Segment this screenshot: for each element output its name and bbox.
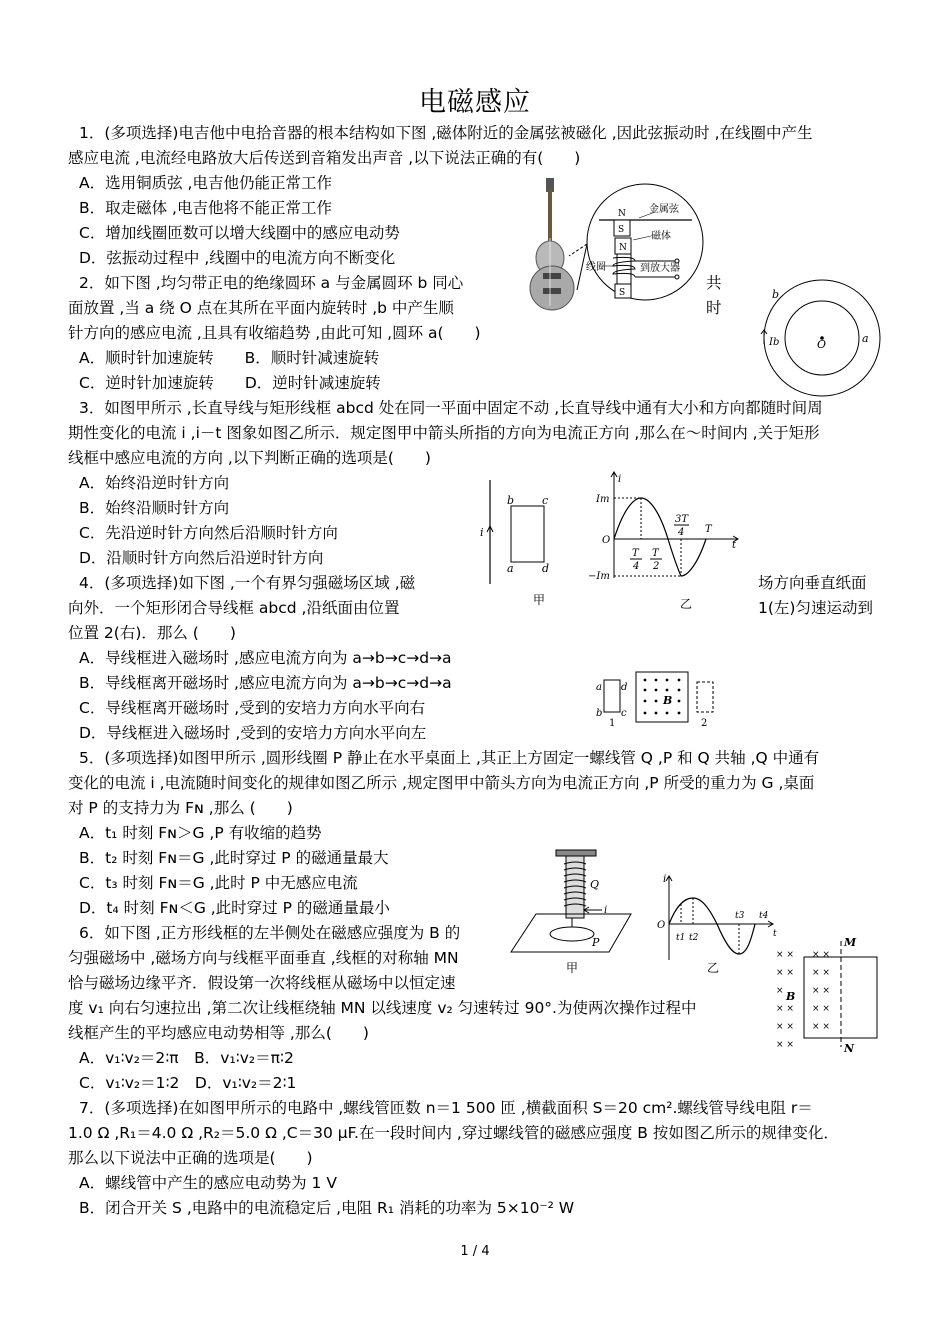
text-line: 向外．一个矩形闭合导线框 abcd ,沿纸面由位置	[68, 599, 400, 617]
concentric-rings-figure	[762, 278, 892, 398]
tick-3t4-den: 4	[678, 527, 685, 538]
text-line: 共	[706, 274, 722, 292]
option-line: D．沿顺时针方向然后沿逆时针方向	[79, 549, 324, 567]
text-line: 变化的电流 i ,电流随时间变化的规律如图乙所示 ,规定图甲中箭头方向为电流正方向 ,P 所受的重力为 G ,桌面	[68, 774, 815, 792]
solenoid-coil-figure	[506, 848, 636, 983]
south-pole-label: S	[618, 225, 625, 235]
t3-label: t3	[735, 911, 745, 921]
text-line: 1.0 Ω ,R₁＝4.0 Ω ,R₂＝5.0 Ω ,C＝30 μF.在一段时间内 ,穿过螺线管的磁感应强度 B 按如图乙所示的规律变化．	[68, 1124, 839, 1142]
option-line: B．始终沿顺时针方向	[79, 499, 230, 517]
corner-a-label: a	[596, 682, 602, 693]
metal-string-label: 金属弦	[649, 204, 679, 215]
figure-jia-label: 甲	[566, 961, 579, 975]
svg-text:×: ×	[776, 986, 784, 996]
option-line: B．闭合开关 S ,电路中的电流稳定后 ,电阻 R₁ 消耗的功率为 5×10⁻² W	[79, 1199, 575, 1217]
text-line: 度 v₁ 向右匀速拉出 ,第二次让线框绕轴 MN 以线速度 v₂ 匀速转过 90°.为使两次操作过程中	[68, 999, 697, 1017]
t-axis-label: t	[732, 540, 737, 551]
svg-text:× ×: × ×	[812, 986, 830, 996]
text-line: 感应电流 ,电流经电路放大后传送到音箱发出声音 ,以下说法正确的有( )	[68, 149, 581, 167]
svg-text:× ×: × ×	[776, 1040, 794, 1050]
svg-text:× ×: × ×	[812, 1022, 830, 1032]
text-line: 3．如图甲所示 ,长直导线与矩形线框 abcd 处在同一平面中固定不动 ,长直导线中通有大小和方向都随时间周	[79, 399, 823, 417]
option-line: C．导线框离开磁场时 ,受到的安培力方向水平向右	[79, 699, 426, 717]
option-line: A．t₁ 时刻 Fɴ＞G ,P 有收缩的趋势	[79, 824, 322, 842]
corner-a-label: a	[507, 562, 514, 575]
svg-text:× ×: × ×	[812, 1004, 830, 1014]
magnetic-field-frames-figure	[593, 668, 733, 733]
current-i-label: i	[604, 905, 608, 916]
text-line: 那么以下说法中正确的选项是( )	[68, 1149, 313, 1167]
magnet-label: 磁体	[651, 231, 671, 242]
t2-label: t2	[689, 933, 699, 943]
text-line: 1(左)匀速运动到	[758, 599, 873, 617]
solenoid-q-label: Q	[590, 878, 600, 891]
coil-p-label: P	[592, 936, 600, 949]
corner-c-label: c	[542, 494, 549, 507]
option-line: A．始终沿逆时针方向	[79, 474, 230, 492]
option-line: A．v₁∶v₂＝2∶π B．v₁∶v₂＝π∶2	[79, 1049, 294, 1067]
text-line: 1．(多项选择)电吉他中电拾音器的根本结构如下图 ,磁体附近的金属弦被磁化 ,因此弦振动时 ,在线圈中产生	[79, 124, 813, 142]
text-line: 7．(多项选择)在如图甲所示的电路中 ,螺线管匝数 n＝1 500 匝 ,横截面积 S＝20 cm².螺线管导线电阻 r＝	[79, 1099, 813, 1117]
figure-jia-label: 甲	[533, 593, 546, 607]
text-line: 6．如下图 ,正方形线框的左半侧处在磁感应强度为 B 的	[79, 924, 461, 942]
option-line: A．选用铜质弦 ,电吉他仍能正常工作	[79, 174, 332, 192]
option-line: D．弦振动过程中 ,线圈中的电流方向不断变化	[79, 249, 396, 267]
text-line: 5．(多项选择)如图甲所示 ,圆形线圈 P 静止在水平桌面上 ,其正上方固定一螺线管 Q ,P 和 Q 共轴 ,Q 中通有	[79, 749, 820, 767]
svg-text:× ×: × ×	[776, 968, 794, 978]
text-line: 场方向垂直纸面	[758, 574, 867, 592]
tick-t2-num: T	[652, 548, 659, 559]
option-line: C．增加线圈匝数可以增大线圈中的感应电动势	[79, 224, 400, 242]
ring-a-label: a	[862, 332, 869, 345]
option-line: B．取走磁体 ,电吉他将不能正常工作	[79, 199, 332, 217]
origin-label: O	[602, 535, 611, 546]
field-b-label: B	[786, 990, 796, 1003]
field-b-label: B	[663, 694, 673, 707]
svg-text:× ×: × ×	[812, 968, 830, 978]
ring-b-label: b	[772, 288, 780, 301]
option-line: A．螺线管中产生的感应电动势为 1 V	[79, 1174, 337, 1192]
text-line: 期性变化的电流 i ,i－t 图象如图乙所示．规定图甲中箭头所指的方向为电流正方向 ,那么在～时间内 ,关于矩形	[68, 424, 820, 442]
svg-text:× ×: × ×	[776, 950, 794, 960]
option-line: C．v₁∶v₂＝1∶2 D．v₁∶v₂＝2∶1	[79, 1074, 297, 1092]
neg-im-label: −Im	[588, 571, 610, 582]
axis-m-label: M	[844, 936, 857, 949]
sine-current-graph	[588, 468, 748, 618]
tick-3t4-num: 3T	[675, 514, 689, 525]
amplifier-label: 到放大器	[640, 263, 680, 274]
i-axis-label: i	[618, 474, 622, 485]
text-line: 线框中感应电流的方向 ,以下判断正确的选项是( )	[68, 449, 431, 467]
text-line: 对 P 的支持力为 Fɴ ,那么 ( )	[68, 799, 293, 817]
text-line: 线框产生的平均感应电动势相等 ,那么( )	[68, 1024, 369, 1042]
south-pole-label: S	[619, 288, 626, 298]
page-title: 电磁感应	[419, 87, 531, 118]
origin-label: O	[657, 920, 666, 931]
north-pole-label: N	[619, 243, 627, 253]
t-axis-label: t	[773, 929, 777, 939]
guitar-pickup-figure	[527, 178, 707, 318]
text-line: 时	[706, 299, 722, 317]
corner-b-label: b	[507, 494, 515, 507]
coil-label: 线圈	[586, 262, 606, 273]
tick-t4-num: T	[632, 548, 639, 559]
wire-frame-figure	[478, 478, 568, 608]
position-1-label: 1	[609, 718, 616, 729]
text-line: 针方向的感应电流 ,且具有收缩趋势 ,由此可知 ,圆环 a( )	[68, 324, 481, 342]
option-line: D．导线框进入磁场时 ,受到的安培力方向水平向左	[79, 724, 427, 742]
text-line: 恰与磁场边缘平齐．假设第一次将线框从磁场中以恒定速	[68, 974, 456, 992]
svg-text:× ×: × ×	[812, 950, 830, 960]
t1-label: t1	[676, 933, 686, 943]
option-line: C．先沿逆时针方向然后沿顺时针方向	[79, 524, 338, 542]
figure-yi-label: 乙	[680, 597, 693, 611]
axis-n-label: N	[844, 1042, 855, 1055]
option-line: D．t₄ 时刻 Fɴ＜G ,此时穿过 P 的磁通量最小	[79, 899, 390, 917]
page-number: 1 / 4	[460, 1244, 490, 1259]
north-pole-label: N	[618, 209, 626, 219]
position-2-label: 2	[701, 718, 708, 729]
im-label: Im	[596, 494, 610, 505]
corner-d-label: d	[542, 562, 550, 575]
square-frame-field-figure	[770, 935, 890, 1060]
i-axis-label: i	[663, 874, 667, 885]
text-line: 面放置 ,当 a 绕 O 点在其所在平面内旋转时 ,b 中产生顺	[68, 299, 454, 317]
current-i-label: i	[480, 526, 484, 539]
current-ib-label: Ib	[769, 337, 780, 348]
option-line: C．逆时针加速旋转 D．逆时针减速旋转	[79, 374, 381, 392]
corner-c-label: c	[621, 708, 627, 719]
corner-b-label: b	[596, 708, 603, 719]
text-line: 2．如下图 ,均匀带正电的绝缘圆环 a 与金属圆环 b 同心	[79, 274, 464, 292]
svg-text:× ×: × ×	[776, 1022, 794, 1032]
option-line: B．t₂ 时刻 Fɴ＝G ,此时穿过 P 的磁通量最大	[79, 849, 389, 867]
text-line: 位置 2(右)．那么 ( )	[68, 624, 236, 642]
current-time-graph	[643, 868, 783, 978]
option-line: C．t₃ 时刻 Fɴ＝G ,此时 P 中无感应电流	[79, 874, 358, 892]
text-line: 匀强磁场中 ,磁场方向与线框平面垂直 ,线框的对称轴 MN	[68, 949, 459, 967]
text-line: 4．(多项选择)如下图 ,一个有界匀强磁场区域 ,磁	[79, 574, 416, 592]
option-line: B．导线框离开磁场时 ,感应电流方向为 a→b→c→d→a	[79, 674, 452, 692]
tick-t2-den: 2	[653, 561, 660, 572]
corner-d-label: d	[621, 682, 628, 693]
tick-t4-den: 4	[633, 561, 640, 572]
center-o-label: O	[817, 338, 827, 351]
t4-label: t4	[759, 911, 769, 921]
svg-text:× ×: × ×	[776, 1004, 794, 1014]
option-line: A．顺时针加速旋转 B．顺时针减速旋转	[79, 349, 380, 367]
figure-yi-label: 乙	[707, 961, 720, 975]
option-line: A．导线框进入磁场时 ,感应电流方向为 a→b→c→d→a	[79, 649, 452, 667]
guitar-icon	[530, 178, 574, 310]
tick-t-label: T	[705, 524, 712, 535]
